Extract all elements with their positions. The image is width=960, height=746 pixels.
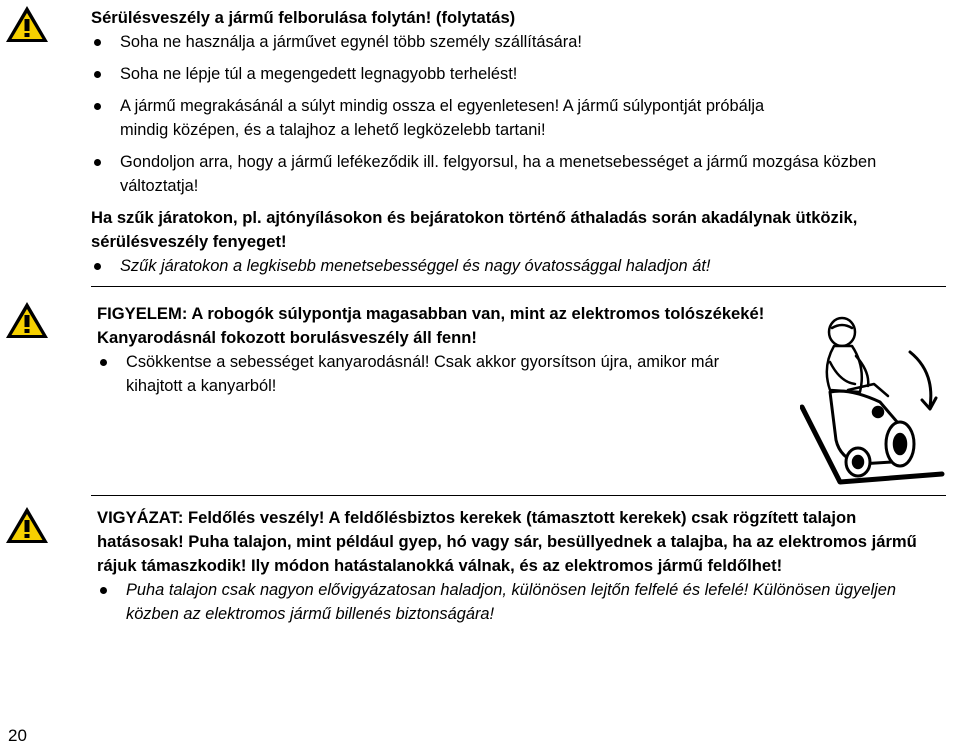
section-tipover-warning <box>97 506 946 626</box>
list-item: Soha ne lépje túl a megengedett legnagyobb terhelést! <box>91 62 946 86</box>
warning-triangle-icon <box>4 300 50 340</box>
section-rollover-danger <box>91 6 946 278</box>
bullet-list <box>97 350 780 398</box>
warning-triangle-icon <box>4 505 50 545</box>
section-subtitle: Ha szűk járatokon, pl. ajtónyílásokon és bejáratokon történő áthaladás során akadálynak ütközik, sérülésveszély fenyeget! <box>91 208 858 251</box>
bullet-list <box>91 254 946 278</box>
bullet-list <box>91 30 946 198</box>
divider <box>91 495 946 496</box>
list-item: Szűk járatokon a legkisebb menetsebességgel és nagy óvatossággal haladjon át! <box>91 254 946 278</box>
warning-triangle-icon <box>4 4 50 44</box>
section-title: FIGYELEM: A robogók súlypontja magasabban van, mint az elektromos tolószékeké! Kanyarodásnál fokozott borulásveszély áll fenn! <box>97 304 765 347</box>
list-item: A jármű megrakásánál a súlyt mindig ossza el egyenletesen! A jármű súlypontját próbálja mindig középen, és a talajhoz a lehető legközelebb tartani! <box>91 94 946 142</box>
list-item: Csökkentse a sebességet kanyarodásnál! Csak akkor gyorsítson újra, amikor már kihajtott a kanyarból! <box>97 350 780 398</box>
list-item: Soha ne használja a járművet egynél több személy szállítására! <box>91 30 946 54</box>
section-title: VIGYÁZAT: Feldőlés veszély! A feldőlésbiztos kerekek (támasztott kerekek) csak rögzített talajon hatásosak! Puha talajon, mint például gyep, hó vagy sár, besüllyednek a talajba, ha az elektromos jármű rájuk támaszkodik! Ily módon hatástalanokká válnak, és az elektromos jármű feldőlhet! <box>97 508 917 575</box>
bullet-list <box>97 578 946 626</box>
section-scooter-warning <box>97 302 780 398</box>
page-number: 20 <box>8 726 27 745</box>
list-item: Gondoljon arra, hogy a jármű lefékeződik ill. felgyorsul, ha a menetsebességet a jármű mozgása közben változtatja! <box>91 150 946 198</box>
scooter-tipping-illustration <box>800 312 946 487</box>
section-title: Sérülésveszély a jármű felborulása folytán! (folytatás) <box>91 8 516 27</box>
list-item: Puha talajon csak nagyon elővigyázatosan haladjon, különösen lejtőn felfelé és lefelé! Különösen ügyeljen közben az elektromos jármű billenés biztonságára! <box>97 578 946 626</box>
divider <box>91 286 946 287</box>
